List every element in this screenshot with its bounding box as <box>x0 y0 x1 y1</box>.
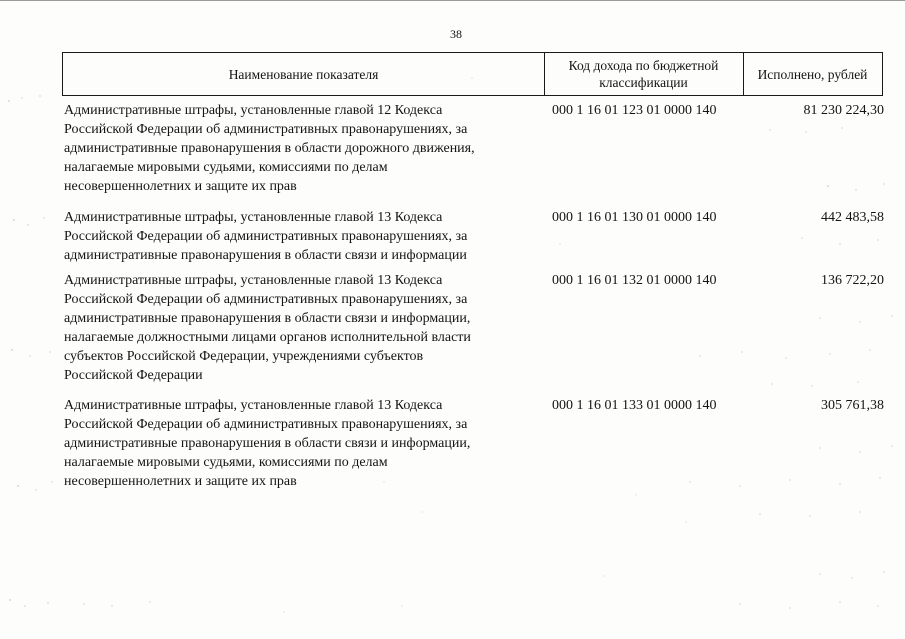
row-name: Административные штрафы, установленные главой 13 Кодекса Российской Федерации об административных правонарушениях, за административные правонарушения в области связи и информации, налагаемые мировыми судьями, комиссиями по делам несовершеннолетних и защите их прав <box>64 398 471 489</box>
row-amount: 305 761,38 <box>821 398 884 413</box>
header-name-label: Наименование показателя <box>228 66 379 82</box>
row-code: 000 1 16 01 133 01 0000 140 <box>552 398 717 413</box>
row-code: 000 1 16 01 130 01 0000 140 <box>552 210 717 225</box>
row-amount: 442 483,58 <box>821 210 884 225</box>
row-name: Административные штрафы, установленные главой 12 Кодекса Российской Федерации об административных правонарушениях, за административные правонарушения в области дорожного движения, налагаемые мировыми судьями, комиссиями по делам несовершеннолетних и защите их прав <box>64 103 475 194</box>
header-code-label: Код дохода по бюджетной классификации <box>568 58 719 90</box>
row-code: 000 1 16 01 123 01 0000 140 <box>552 103 717 118</box>
row-name: Административные штрафы, установленные главой 13 Кодекса Российской Федерации об административных правонарушениях, за административные правонарушения в области связи и информации, налагаемые должностными лицами органов исполнительной власти субъектов Российской Федерации, учреждениями субъектов Российской Федерации <box>64 273 471 383</box>
header-amount-label: Исполнено, рублей <box>757 66 868 82</box>
row-name: Административные штрафы, установленные главой 13 Кодекса Российской Федерации об административных правонарушениях, за административные правонарушения в области связи и информации <box>64 210 468 263</box>
row-amount: 81 230 224,30 <box>803 103 884 118</box>
row-amount: 136 722,20 <box>821 273 884 288</box>
row-code: 000 1 16 01 132 01 0000 140 <box>552 273 717 288</box>
page-number: 38 <box>450 27 462 41</box>
